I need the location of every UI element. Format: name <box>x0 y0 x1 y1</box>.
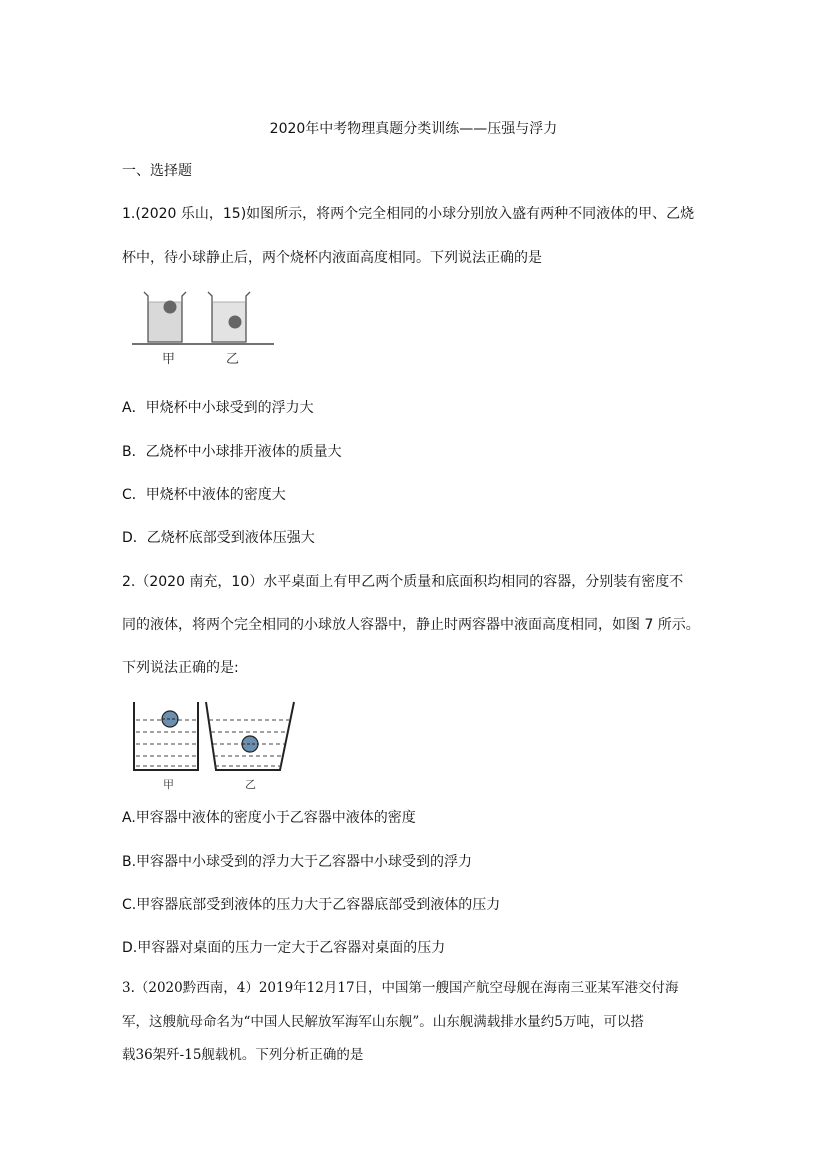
q1-beakers-figure <box>128 286 278 370</box>
q1-stem-line1: 1.(2020 乐山，15)如图所示，将两个完全相同的小球分别放入盛有两种不同液体的甲、乙烧 <box>122 206 695 222</box>
q1-label-jia: 甲 <box>162 352 176 367</box>
q3-stem-line1: 3.（2020黔西南，4）2019年12月17日，中国第一艘国产航空母舰在海南三亚某军港交付海 <box>122 980 679 996</box>
q1-option-d: D．乙烧杯底部受到液体压强大 <box>122 530 315 546</box>
section-heading: 一、选择题 <box>122 163 192 179</box>
q2-stem-line1: 2.（2020 南充，10）水平桌面上有甲乙两个质量和底面积均相同的容器，分别装有密度不 <box>122 574 684 590</box>
q1-stem-line2: 杯中，待小球静止后，两个烧杯内液面高度相同。下列说法正确的是 <box>122 250 542 266</box>
q2-label-yi: 乙 <box>245 778 256 791</box>
q1-label-yi: 乙 <box>226 352 240 367</box>
q2-stem-line2: 同的液体，将两个完全相同的小球放人容器中，静止时两容器中液面高度相同，如图 7 所示。 <box>122 617 700 633</box>
q2-option-b: B.甲容器中小球受到的浮力大于乙容器中小球受到的浮力 <box>122 854 473 870</box>
beaker-jia <box>144 292 186 342</box>
q2-option-a: A.甲容器中液体的密度小于乙容器中液体的密度 <box>122 810 416 826</box>
ball-jia <box>164 301 177 314</box>
container-yi <box>206 702 294 770</box>
q2-label-jia: 甲 <box>163 778 174 791</box>
container-jia <box>134 702 198 770</box>
q2-containers-figure <box>128 698 303 793</box>
q1-option-a: A．甲烧杯中小球受到的浮力大 <box>122 400 314 416</box>
page-title: 2020年中考物理真题分类训练——压强与浮力 <box>269 121 558 137</box>
ball-yi <box>229 316 242 329</box>
q1-option-b: B．乙烧杯中小球排开液体的质量大 <box>122 444 342 460</box>
beaker-yi <box>208 292 250 342</box>
q3-stem-line3: 载36架歼-15舰载机。下列分析正确的是 <box>122 1047 364 1063</box>
q3-stem-line2: 军，这艘航母命名为“中国人民解放军海军山东舰”。山东舰满载排水量约5万吨，可以搭 <box>122 1014 644 1030</box>
q2-option-c: C.甲容器底部受到液体的压力大于乙容器底部受到液体的压力 <box>122 897 501 913</box>
q2-option-d: D.甲容器对桌面的压力一定大于乙容器对桌面的压力 <box>122 940 446 956</box>
q1-option-c: C．甲烧杯中液体的密度大 <box>122 487 286 503</box>
q2-stem-line3: 下列说法正确的是: <box>122 660 239 676</box>
